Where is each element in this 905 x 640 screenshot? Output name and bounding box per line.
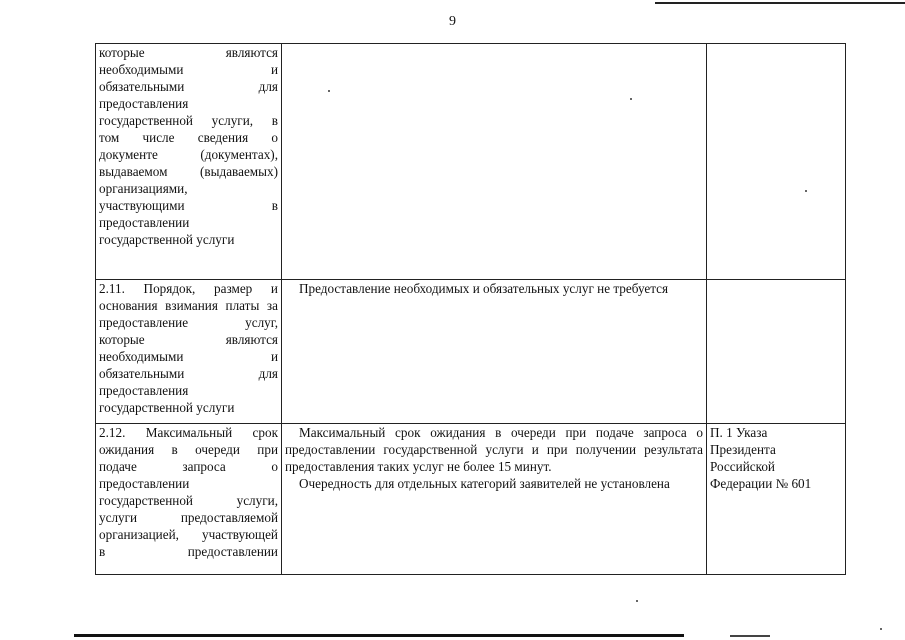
page-number: 9	[449, 14, 456, 29]
text-line: подаче запроса о	[99, 459, 278, 474]
text-line: государственной услуги, в	[99, 113, 278, 128]
scan-speck	[636, 600, 638, 602]
text-line: которые являются	[99, 45, 278, 60]
basis-line: Президента	[710, 442, 776, 457]
text-line: 2.11. Порядок, размер и	[99, 281, 278, 296]
row-2-12-requirement	[96, 424, 282, 575]
text-line: государственной услуги,	[99, 493, 278, 508]
row-continuation-requirement	[96, 44, 282, 280]
table-row-2-12	[96, 424, 846, 575]
text-line: участвующими в	[99, 198, 278, 213]
text-line: ожидания в очереди при	[99, 442, 278, 457]
text-line: предоставлении	[99, 476, 190, 491]
text-line: услуги предоставляемой	[99, 510, 278, 525]
row-continuation-basis	[707, 44, 846, 280]
basis-line: Федерации № 601	[710, 476, 812, 491]
row-2-11-requirement	[96, 280, 282, 424]
text-line: необходимыми и	[99, 62, 278, 77]
row-2-12-basis	[707, 424, 846, 575]
content-paragraph: Предоставление необходимых и обязательных услуг не требуется	[299, 281, 669, 296]
table-row-continuation	[96, 44, 846, 280]
text-line: в предоставлении	[99, 544, 278, 559]
text-line: обязательными для	[99, 79, 278, 94]
text-line: обязательными для	[99, 366, 278, 381]
scan-speck	[880, 628, 882, 630]
text-line: организацией, участвующей	[99, 527, 278, 542]
table-row-2-11	[96, 280, 846, 424]
row-2-12-content	[282, 424, 707, 575]
top-scan-rule	[655, 2, 905, 4]
text-line: государственной услуги	[99, 232, 235, 247]
basis-line: Российской	[710, 459, 775, 474]
content-paragraph: Очередность для отдельных категорий заявителей не установлена	[299, 476, 670, 491]
row-2-11-content	[282, 280, 707, 424]
text-line: 2.12. Максимальный срок	[99, 425, 278, 440]
bottom-scan-dash	[730, 635, 770, 637]
basis-line: П. 1 Указа	[710, 425, 768, 440]
text-line: основания взимания платы за	[99, 298, 278, 313]
row-continuation-content	[282, 44, 707, 280]
scan-speck	[328, 90, 330, 92]
text-line: государственной услуги	[99, 400, 235, 415]
text-line: необходимыми и	[99, 349, 278, 364]
text-line: предоставление услуг,	[99, 315, 278, 330]
scan-speck	[805, 190, 807, 192]
text-line: предоставления	[99, 96, 189, 111]
text-line: предоставления	[99, 383, 189, 398]
bottom-scan-rule	[74, 634, 684, 637]
row-2-11-basis	[707, 280, 846, 424]
scan-speck	[630, 98, 632, 100]
regulation-table	[95, 43, 846, 575]
text-line: предоставлении	[99, 215, 190, 230]
content-paragraph: Максимальный срок ожидания в очереди при подаче запроса о предоставлении государственной услуги и при получении результата предоставления таких услуг не более 15 минут.	[285, 425, 703, 474]
text-line: выдаваемом (выдаваемых)	[99, 164, 278, 179]
text-line: том числе сведения о	[99, 130, 278, 145]
text-line: которые являются	[99, 332, 278, 347]
text-line: документе (документах),	[99, 147, 278, 162]
text-line: организациями,	[99, 181, 188, 196]
